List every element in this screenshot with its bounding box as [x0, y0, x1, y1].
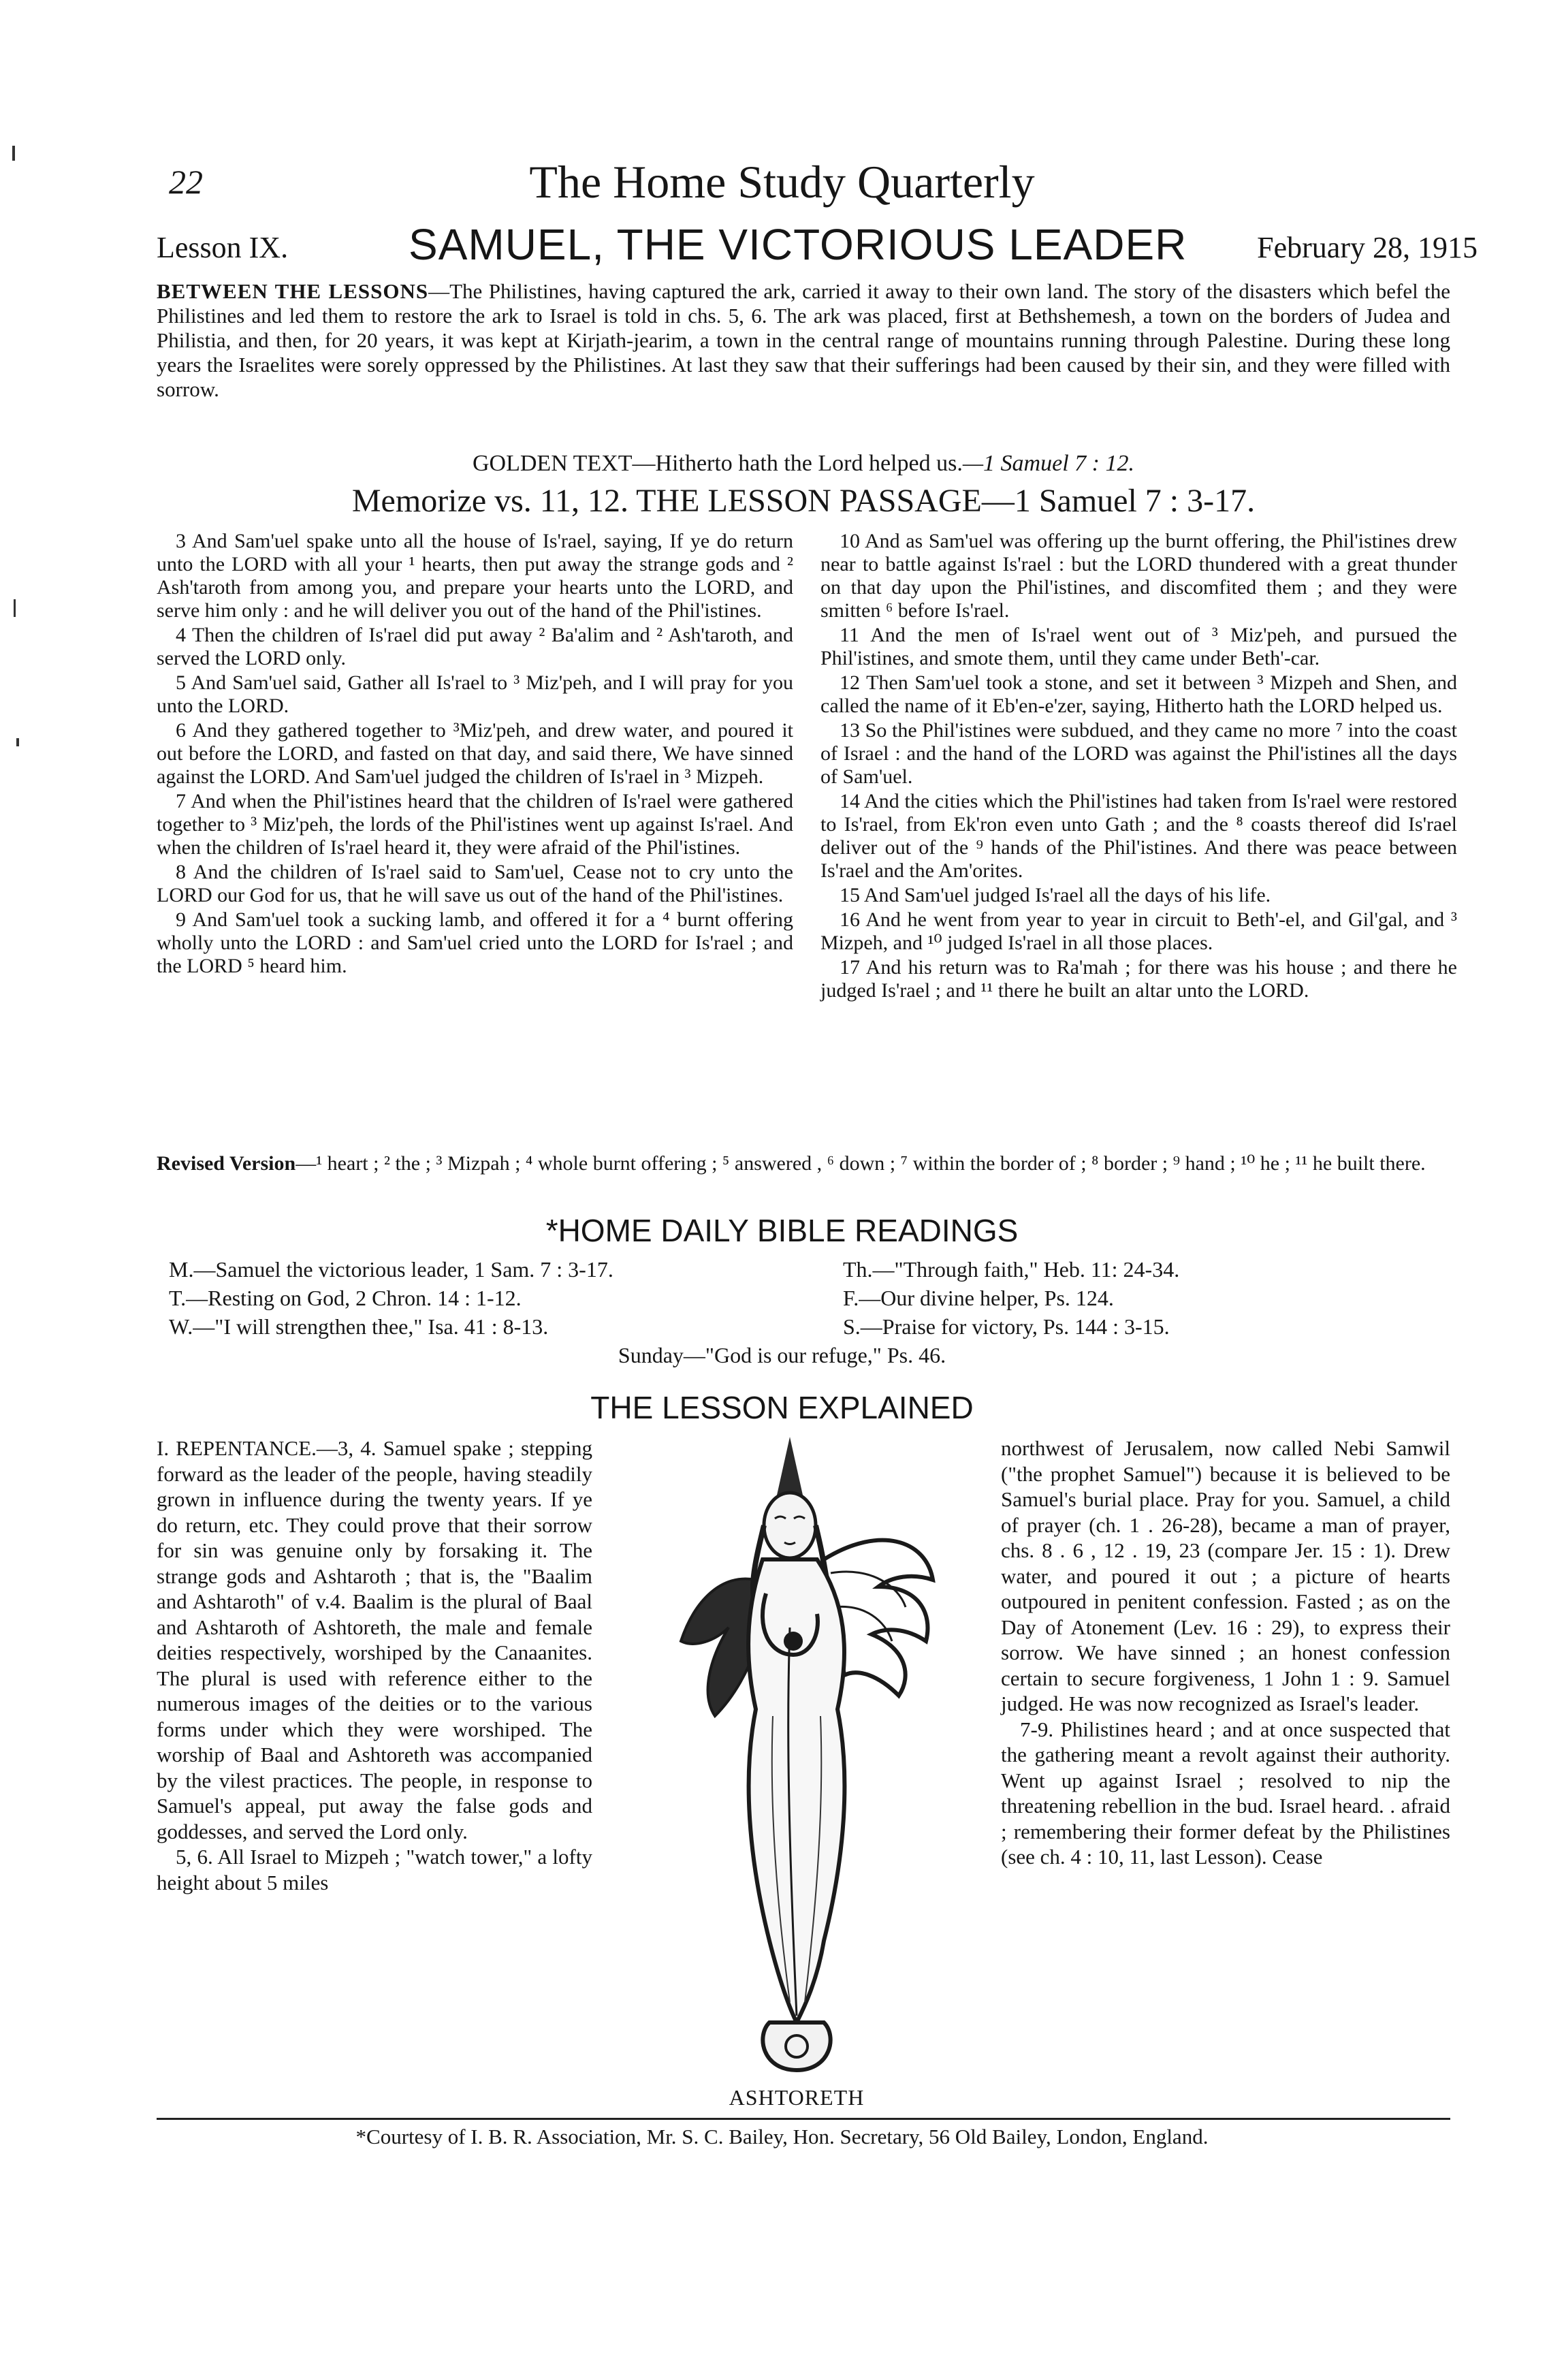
- between-lessons-text: —The Philistines, having captured the ark, carried it away to their own land. The story of the disasters which befel the Philistines and led them to restore the ark to Israel is told in chs. 5, 6. The ark was placed, first at Bethshemesh, a town on the borders of Judea and Philistia, and then, for 20 years, it was kept at Kirjath-jearim, a town in the central range of mountains running through Palestine. During these long years the Israelites were sorely oppressed by the Philistines. At last they saw that their sufferings had been caused by their sin, and they were filled with sorrow.: [157, 279, 1450, 401]
- golden-text-body: GOLDEN TEXT—Hitherto hath the Lord helped us.: [473, 451, 963, 476]
- explained-right-text: northwest of Jerusalem, now called Nebi Samwil ("the prophet Samuel") because it is believed to be Samuel's burial place. Pray for you. Samuel, a child of prayer (ch. 1 . 26-28), became a man of prayer, chs. 8 . 6 , 12 . 19, 23 (compare Jer. 15 : 1). Drew water, and poured it out ; a picture of hearts outpoured in penitent confession. Fasted ; as on the Day of Atonement (Lev. 16 : 29), to express their sorrow. We have sinned ; an honest confession certain to secure forgiveness, 1 John 1 : 9. Samuel judged. He was now recognized as Israel's leader.: [1001, 1436, 1450, 1715]
- reading-monday: M.—Samuel the victorious leader, 1 Sam. 7 : 3-17.: [169, 1257, 613, 1282]
- passage-verse: 12 Then Sam'uel took a stone, and set it between ³ Mizpeh and Shen, and called the name of it Eb'en-e'zer, saying, Hitherto hath the LORD helped us.: [820, 671, 1457, 717]
- passage-verse: 3 And Sam'uel spake unto all the house of Is'rael, saying, If ye do return unto the LORD with all your ¹ hearts, then put away the strange gods and ² Ash'taroth from among you, and prepare your hearts unto the LORD, and serve him only : and he will deliver you out of the hand of the Phil'istines.: [157, 530, 793, 622]
- reading-wednesday: W.—"I will strengthen thee," Isa. 41 : 8-13.: [169, 1314, 549, 1339]
- golden-text: [157, 451, 1450, 477]
- passage-left-column: [157, 530, 793, 979]
- passage-verse: 4 Then the children of Is'rael did put away ² Ba'alim and ² Ash'taroth, and served the LORD only.: [157, 624, 793, 669]
- revised-version-text: —¹ heart ; ² the ; ³ Mizpah ; ⁴ whole burnt offering ; ⁵ answered , ⁶ down ; ⁷ within the border of ; ⁸ border ; ⁹ hand ; ¹⁰ he ; ¹¹ he built there.: [296, 1152, 1426, 1175]
- reading-thursday: Th.—"Through faith," Heb. 11: 24-34.: [843, 1257, 1180, 1282]
- passage-verse: 17 And his return was to Ra'mah ; for there was his house ; and there he judged Is'rael ; and ¹¹ there he built an altar unto the LORD.: [820, 956, 1457, 1002]
- footnote-divider: [157, 2118, 1450, 2120]
- reading-friday: F.—Our divine helper, Ps. 124.: [843, 1286, 1114, 1310]
- between-lessons-paragraph: [157, 279, 1450, 402]
- passage-verse: 13 So the Phil'istines were subdued, and they came no more ⁷ into the coast of Israel : and the hand of the LORD was against the Phil'istines all the days of Sam'uel.: [820, 719, 1457, 788]
- passage-right-column: [820, 530, 1457, 1004]
- memorize-and-passage-heading: Memorize vs. 11, 12. THE LESSON PASSAGE—1 Samuel 7 : 3-17.: [351, 483, 1256, 519]
- reading-sunday: Sunday—"God is our refuge," Ps. 46.: [618, 1343, 946, 1367]
- margin-mark: [12, 146, 15, 161]
- explained-right-text-2: 7-9. Philistines heard ; and at once suspected that the gathering meant a revolt against their authority. Went up against Israel ; resolved to nip the threatening rebellion in the bud. Israel heard. . afraid ; remembering their former defeat by the Philistines (see ch. 4 : 10, 11, last Lesson). Cease: [1001, 1717, 1450, 1869]
- reading-tuesday: T.—Resting on God, 2 Chron. 14 : 1-12.: [169, 1286, 522, 1310]
- reading-saturday: S.—Praise for victory, Ps. 144 : 3-15.: [843, 1314, 1170, 1339]
- lesson-date: February 28, 1915: [1257, 231, 1478, 264]
- explained-left-text: Samuel spake ; stepping forward as the leader of the people, having steadily grown in influence during the twenty years. If ye do return, etc. They could prove that their sorrow for sin was genuine only by forsaking it. The strange gods and Ashtaroth ; that is, the "Baalim and Ashtaroth" of v.4. Baalim is the plural of Baal and Ashtaroth of Ashtoreth, the male and female deities respectively, worshiped by the Canaanites. The plural is used with reference either to the numerous images of the deities or to the various forms under which they were worshiped. The worship of Baal and Ashtoreth was accompanied by the vilest practices. The people, in response to Samuel's appeal, put away the false gods and goddesses, and served the Lord only.: [157, 1436, 593, 1843]
- lesson-title: SAMUEL, THE VICTORIOUS LEADER: [409, 220, 1187, 269]
- passage-verse: 10 And as Sam'uel was offering up the burnt offering, the Phil'istines drew near to battle against Is'rael : but the LORD thundered with a great thunder on that day upon the Phil'istines, and discomfited them ; and they were smitten ⁶ before Is'rael.: [820, 530, 1457, 622]
- daily-readings-title: *HOME DAILY BIBLE READINGS: [545, 1213, 1019, 1248]
- lesson-label: Lesson IX.: [157, 231, 289, 264]
- explained-left-paragraph: [157, 1435, 592, 1844]
- explained-left-text-2: 5, 6. All Israel to Mizpeh ; "watch tower," a lofty height about 5 miles: [157, 1845, 592, 1894]
- explained-right-column: [1001, 1435, 1450, 1870]
- explained-left-column: [157, 1435, 592, 1895]
- figure-caption: ASHTORETH: [729, 2085, 865, 2110]
- passage-verse: 9 And Sam'uel took a sucking lamb, and offered it for a ⁴ burnt offering wholly unto the LORD : and Sam'uel cried unto the LORD for Is'rael ; and the LORD ⁵ heard him.: [157, 908, 793, 977]
- courtesy-footnote: *Courtesy of I. B. R. Association, Mr. S. C. Bailey, Hon. Secretary, 56 Old Bailey, London, England.: [355, 2125, 1209, 2148]
- passage-verse: 14 And the cities which the Phil'istines had taken from Is'rael were restored to Is'rael, from Ek'ron even unto Gath ; and the ⁸ coasts thereof did Is'rael deliver out of the ⁹ hands of the Phil'istines. And there was peace between Is'rael and the Am'orites.: [820, 790, 1457, 882]
- running-title: The Home Study Quarterly: [529, 156, 1035, 208]
- passage-verse: 8 And the children of Is'rael said to Sam'uel, Cease not to cry unto the LORD our God for us, that he will save us out of the hand of the Phil'istines.: [157, 861, 793, 906]
- passage-verse: 11 And the men of Is'rael went out of ³ Miz'peh, and pursued the Phil'istines, and smote them, until they came under Beth'-car.: [820, 624, 1457, 669]
- passage-verse: 5 And Sam'uel said, Gather all Is'rael to ³ Miz'peh, and I will pray for you unto the LORD.: [157, 671, 793, 717]
- margin-mark: [14, 599, 16, 617]
- ashtoreth-figure-illustration: [654, 1423, 940, 2077]
- passage-verse: 16 And he went from year to year in circuit to Beth'-el, and Gil'gal, and ³ Mizpeh, and ¹⁰ judged Is'rael in all those places.: [820, 908, 1457, 954]
- margin-mark: [16, 738, 19, 746]
- golden-text-reference: —1 Samuel 7 : 12.: [962, 451, 1134, 476]
- section-heading: I. REPENTANCE.—3, 4.: [157, 1436, 377, 1460]
- passage-verse: 6 And they gathered together to ³Miz'peh, and drew water, and poured it out before the LORD, and fasted on that day, and said there, We have sinned against the LORD. And Sam'uel judged the children of Is'rael in ³ Mizpeh.: [157, 719, 793, 788]
- passage-verse: 15 And Sam'uel judged Is'rael all the days of his life.: [840, 884, 1271, 906]
- page-number: 22: [169, 163, 203, 201]
- between-lessons-lead: BETWEEN THE LESSONS: [157, 279, 429, 303]
- revised-version-notes: [157, 1152, 1450, 1175]
- passage-verse: 7 And when the Phil'istines heard that the children of Is'rael were gathered together to ³ Miz'peh, the lords of the Phil'istines went up against Is'rael. And when the children of Is'rael heard it, they were afraid of the Phil'istines.: [157, 790, 793, 859]
- revised-version-label: Revised Version: [157, 1152, 296, 1175]
- lesson-explained-title: THE LESSON EXPLAINED: [590, 1390, 974, 1425]
